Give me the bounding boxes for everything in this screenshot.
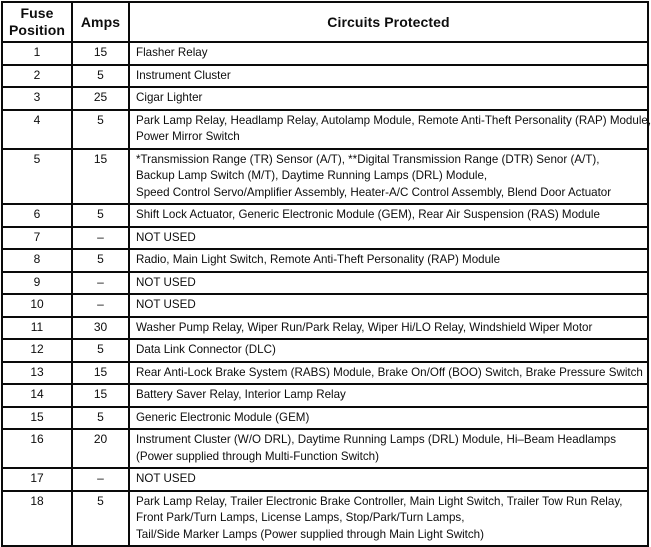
- amps-cell: 5: [72, 339, 129, 362]
- circuit-line: Front Park/Turn Lamps, License Lamps, Stop/Park/Turn Lamps,: [136, 511, 465, 524]
- circuit-line: Speed Control Servo/Amplifier Assembly, Heater-A/C Control Assembly, Blend Door Actuator: [136, 185, 612, 199]
- circuits-protected-cell: [129, 87, 648, 110]
- circuits-protected-cell: [129, 407, 648, 430]
- circuits-protected-cell: [129, 429, 648, 468]
- circuit-line: Radio, Main Light Switch, Remote Anti-Theft Personality (RAP) Module: [136, 253, 501, 266]
- circuit-line: NOT USED: [136, 298, 196, 311]
- fuse-position-cell: 17: [2, 468, 72, 491]
- circuits-protected-cell: [129, 384, 648, 407]
- fuse-position-cell: 13: [2, 362, 72, 385]
- amps-cell: –: [72, 294, 129, 317]
- circuits-protected-cell: [129, 468, 648, 491]
- circuits-protected-cell: [129, 227, 648, 250]
- fuse-position-cell: 10: [2, 294, 72, 317]
- circuit-line: Tail/Side Marker Lamps (Power supplied through Main Light Switch): [136, 527, 484, 541]
- circuit-line: Flasher Relay: [136, 46, 208, 59]
- fuse-position-cell: 16: [2, 429, 72, 468]
- circuit-line: Park Lamp Relay, Trailer Electronic Brake Controller, Main Light Switch, Trailer Tow Run Relay,: [136, 494, 623, 508]
- circuits-protected-cell: [129, 149, 648, 205]
- table-row: [2, 272, 648, 295]
- circuit-line: NOT USED: [136, 230, 196, 244]
- circuits-protected-cell: [129, 362, 648, 385]
- circuit-line: Power Mirror Switch: [136, 130, 240, 143]
- table-row: [2, 429, 648, 468]
- amps-cell: 20: [72, 429, 129, 468]
- circuit-line: Battery Saver Relay, Interior Lamp Relay: [136, 388, 346, 401]
- fuse-position-cell: 1: [2, 42, 72, 65]
- table-row: [2, 317, 648, 340]
- circuits-protected-cell: [129, 317, 648, 340]
- fuse-table: [1, 1, 649, 547]
- circuit-line: NOT USED: [136, 472, 196, 485]
- table-row: [2, 407, 648, 430]
- fuse-position-cell: 15: [2, 407, 72, 430]
- circuit-line: NOT USED: [136, 275, 196, 289]
- fuse-position-cell: 8: [2, 249, 72, 272]
- circuits-protected-cell: [129, 491, 648, 547]
- circuit-line: Washer Pump Relay, Wiper Run/Park Relay, Wiper Hi/LO Relay, Windshield Wiper Motor: [136, 320, 593, 334]
- amps-cell: 15: [72, 362, 129, 385]
- fuse-position-cell: 3: [2, 87, 72, 110]
- table-row: [2, 65, 648, 88]
- fuse-position-cell: 5: [2, 149, 72, 205]
- circuits-protected-cell: [129, 294, 648, 317]
- fuse-position-cell: 14: [2, 384, 72, 407]
- fuse-table-header: [2, 2, 648, 42]
- fuse-position-cell: 18: [2, 491, 72, 547]
- table-row: [2, 339, 648, 362]
- table-row: [2, 384, 648, 407]
- fuse-position-cell: 9: [2, 272, 72, 295]
- fuse-position-cell: 11: [2, 317, 72, 340]
- table-row: [2, 491, 648, 547]
- amps-cell: 5: [72, 249, 129, 272]
- amps-cell: 5: [72, 110, 129, 149]
- circuit-line: Backup Lamp Switch (M/T), Daytime Running Lamps (DRL) Module,: [136, 169, 488, 182]
- circuit-line: (Power supplied through Multi-Function Switch): [136, 449, 379, 463]
- circuits-protected-cell: [129, 65, 648, 88]
- amps-cell: 5: [72, 65, 129, 88]
- circuit-line: Data Link Connector (DLC): [136, 343, 276, 356]
- circuits-protected-cell: [129, 110, 651, 149]
- amps-cell: 5: [72, 204, 129, 227]
- header-fuse-position: Fuse Position: [2, 2, 72, 42]
- circuits-protected-cell: [129, 42, 648, 65]
- table-row: [2, 362, 648, 385]
- table-row: [2, 42, 648, 65]
- amps-cell: –: [72, 272, 129, 295]
- circuit-line: *Transmission Range (TR) Sensor (A/T), **Digital Transmission Range (DTR) Senor (A/T),: [136, 152, 600, 166]
- circuit-line: Instrument Cluster (W/O DRL), Daytime Running Lamps (DRL) Module, Hi–Beam Headlamps: [136, 433, 617, 446]
- fuse-position-cell: 12: [2, 339, 72, 362]
- header-row: [2, 2, 648, 42]
- circuits-protected-cell: [129, 204, 648, 227]
- amps-cell: 15: [72, 384, 129, 407]
- circuits-protected-cell: [129, 339, 648, 362]
- amps-cell: –: [72, 227, 129, 250]
- amps-cell: 5: [72, 491, 129, 547]
- circuits-protected-cell: [129, 249, 648, 272]
- header-amps: Amps: [72, 2, 129, 42]
- table-row: [2, 110, 648, 149]
- circuit-line: Rear Anti-Lock Brake System (RABS) Module, Brake On/Off (BOO) Switch, Brake Pressure Switch: [136, 365, 643, 379]
- amps-cell: –: [72, 468, 129, 491]
- circuit-line: Generic Electronic Module (GEM): [136, 410, 310, 424]
- circuit-line: Park Lamp Relay, Headlamp Relay, Autolamp Module, Remote Anti-Theft Personality (RAP) Module,: [136, 113, 651, 127]
- amps-cell: 25: [72, 87, 129, 110]
- circuit-line: Instrument Cluster: [136, 68, 231, 82]
- fuse-position-cell: 6: [2, 204, 72, 227]
- header-circuits-protected: Circuits Protected: [129, 2, 648, 42]
- amps-cell: 15: [72, 42, 129, 65]
- amps-cell: 5: [72, 407, 129, 430]
- table-row: [2, 249, 648, 272]
- circuits-protected-cell: [129, 272, 648, 295]
- fuse-position-cell: 4: [2, 110, 72, 149]
- fuse-position-cell: 2: [2, 65, 72, 88]
- fuse-position-cell: 7: [2, 227, 72, 250]
- circuit-line: Cigar Lighter: [136, 91, 203, 104]
- fuse-table-body: [2, 42, 651, 546]
- amps-cell: 30: [72, 317, 129, 340]
- circuit-line: Shift Lock Actuator, Generic Electronic Module (GEM), Rear Air Suspension (RAS) Module: [136, 208, 600, 221]
- table-row: [2, 87, 648, 110]
- table-row: [2, 294, 648, 317]
- table-row: [2, 468, 648, 491]
- table-row: [2, 149, 648, 205]
- amps-cell: 15: [72, 149, 129, 205]
- table-row: [2, 204, 648, 227]
- table-row: [2, 227, 648, 250]
